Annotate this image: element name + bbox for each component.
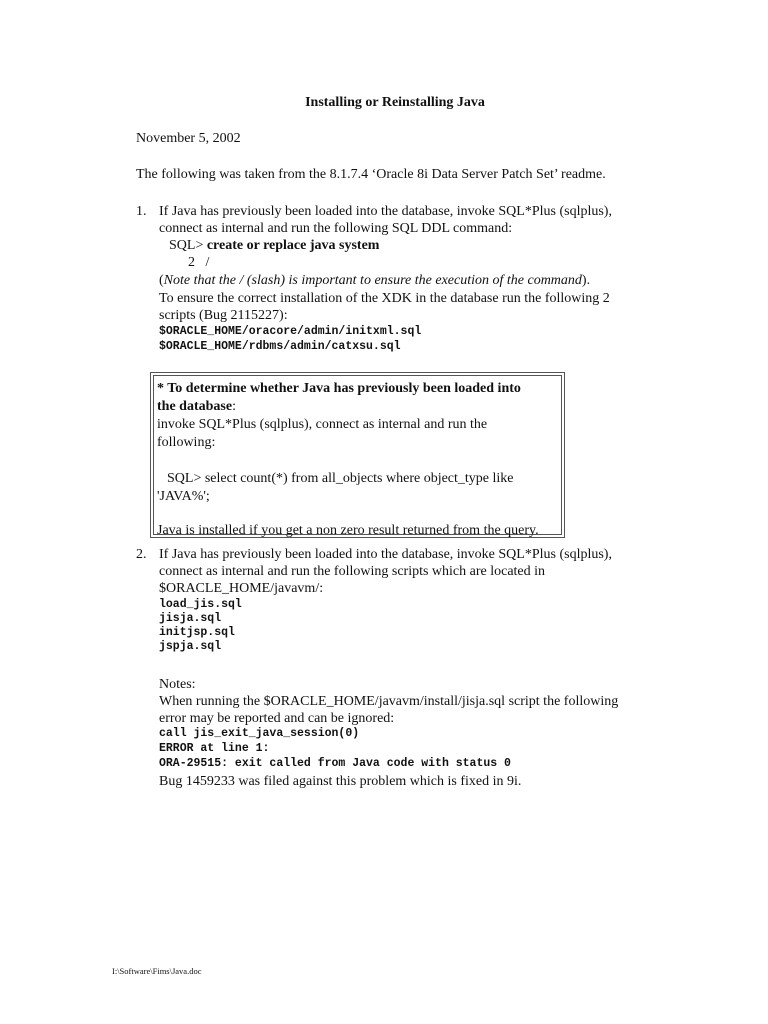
step-1-line-2: connect as internal and run the following SQL DDL command: — [159, 221, 513, 236]
java-check-box-inner — [153, 375, 562, 538]
box-line-4: following: — [157, 435, 216, 450]
box-query-line-1: SQL> select count(*) from all_objects where object_type like — [167, 471, 514, 486]
sql-slash: / — [205, 255, 210, 270]
sql-line-number: 2 — [188, 255, 195, 270]
document-title: Installing or Reinstalling Java — [305, 95, 485, 110]
step-2-line-1: If Java has previously been loaded into the database, invoke SQL*Plus (sqlplus), — [159, 547, 612, 562]
step-1-line-1: If Java has previously been loaded into the database, invoke SQL*Plus (sqlplus), — [159, 204, 612, 219]
footer-file-path: I:\Software\Fims\Java.doc — [112, 966, 202, 976]
java-check-box — [150, 372, 565, 538]
box-heading-line-1: * To determine whether Java has previously been loaded into — [157, 381, 521, 396]
box-heading-bold: the database — [157, 399, 233, 414]
note-text: Note that the / (slash) is important to ensure the execution of the command — [163, 273, 582, 288]
notes-line-1: When running the $ORACLE_HOME/javavm/install/jisja.sql script the following — [159, 694, 619, 709]
box-heading-line-2 — [157, 398, 236, 416]
xdk-line-1: To ensure the correct installation of the XDK in the database run the following 2 — [159, 291, 610, 306]
sql-command-line — [169, 237, 379, 255]
step-2-line-3: $ORACLE_HOME/javavm/: — [159, 581, 324, 596]
box-line-3: invoke SQL*Plus (sqlplus), connect as internal and run the — [157, 417, 488, 432]
script-initjsp: initjsp.sql — [159, 626, 235, 639]
error-line-call: call jis_exit_java_session(0) — [159, 727, 360, 740]
notes-label: Notes: — [159, 677, 196, 692]
step-2-number: 2. — [136, 547, 147, 562]
note-open-paren: ( — [159, 273, 164, 288]
error-line-at: ERROR at line 1: — [159, 742, 270, 755]
step-1-number: 1. — [136, 204, 147, 219]
script-load-jis: load_jis.sql — [159, 598, 242, 611]
step-2-line-2: connect as internal and run the following scripts which are located in — [159, 564, 546, 579]
script-catxsu: $ORACLE_HOME/rdbms/admin/catxsu.sql — [159, 340, 401, 353]
box-query-line-2: 'JAVA%'; — [157, 489, 210, 504]
notes-line-2: error may be reported and can be ignored: — [159, 711, 395, 726]
document-date: November 5, 2002 — [136, 131, 241, 146]
script-initxml: $ORACLE_HOME/oracore/admin/initxml.sql — [159, 325, 422, 338]
step-1-note — [159, 272, 590, 290]
script-jspja: jspja.sql — [159, 640, 222, 653]
sql-continuation-line — [188, 254, 209, 272]
sql-prompt: SQL> — [169, 238, 204, 253]
error-line-ora: ORA-29515: exit called from Java code with status 0 — [159, 757, 511, 770]
xdk-line-2: scripts (Bug 2115227): — [159, 308, 288, 323]
note-close-paren: ). — [581, 273, 591, 288]
box-heading-colon: : — [232, 399, 236, 414]
bug-line: Bug 1459233 was filed against this problem which is fixed in 9i. — [159, 774, 522, 789]
sql-command: create or replace java system — [206, 238, 380, 253]
script-jisja: jisja.sql — [159, 612, 222, 625]
intro-paragraph: The following was taken from the 8.1.7.4 ‘Oracle 8i Data Server Patch Set’ readme. — [136, 167, 606, 182]
box-result-line: Java is installed if you get a non zero result returned from the query. — [157, 523, 539, 538]
